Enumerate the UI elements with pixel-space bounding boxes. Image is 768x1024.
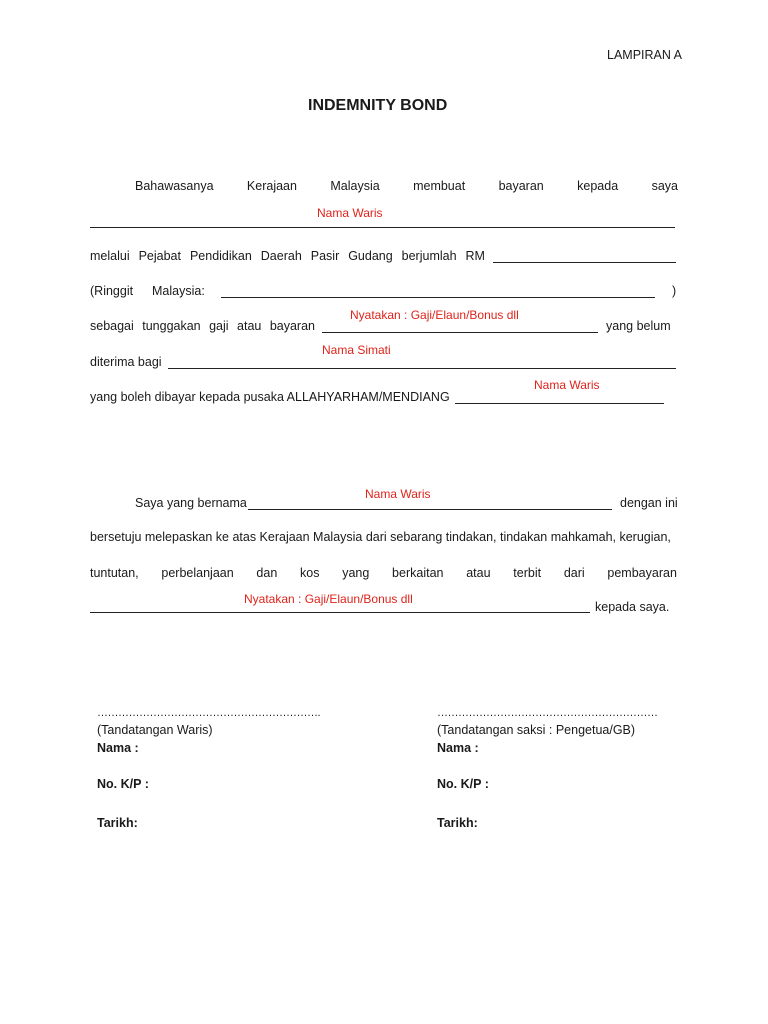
- hint-nyatakan: Nyatakan : Gaji/Elaun/Bonus dll: [350, 308, 519, 322]
- word: atau: [237, 319, 262, 333]
- saya-yang-bernama: Saya yang bernama: [135, 496, 247, 510]
- word: berjumlah: [401, 249, 457, 263]
- hint-nyatakan-2: Nyatakan : Gaji/Elaun/Bonus dll: [244, 592, 413, 606]
- blank-line-ringgit[interactable]: [221, 297, 655, 298]
- document-title: INDEMNITY BOND: [308, 97, 448, 114]
- word: berkaitan: [392, 566, 444, 580]
- para1-line2: [90, 249, 485, 263]
- label-nama-waris: Nama :: [97, 741, 139, 755]
- word: Pejabat: [138, 249, 181, 263]
- word: yang: [342, 566, 370, 580]
- word: Bahawasanya: [135, 179, 214, 193]
- word: bayaran: [269, 319, 315, 333]
- hint-nama-waris-2: Nama Waris: [534, 378, 600, 392]
- word: saya: [651, 179, 678, 193]
- para2-line2: bersetuju melepaskan ke atas Kerajaan Malaysia dari sebarang tindakan, tindakan mahkamah, kerugian,: [90, 530, 671, 544]
- word: Pasir: [310, 249, 340, 263]
- lampiran-label: LAMPIRAN A: [607, 48, 683, 62]
- blank-line-allahyarham[interactable]: [455, 403, 664, 404]
- word: Kerajaan: [246, 179, 297, 193]
- caption-tandatangan-saksi: (Tandatangan saksi : Pengetua/GB): [437, 723, 636, 737]
- close-paren: ): [672, 284, 677, 298]
- label-nama-saksi: Nama :: [437, 741, 479, 755]
- word: pembayaran: [607, 566, 677, 580]
- signature-line-waris[interactable]: ……………………………………………………….: [97, 707, 321, 719]
- word: tunggakan: [142, 319, 201, 333]
- word: dan: [256, 566, 278, 580]
- hint-nama-waris: Nama Waris: [317, 206, 383, 220]
- word: atau: [466, 566, 491, 580]
- word: Daerah: [260, 249, 302, 263]
- word: kepada: [577, 179, 619, 193]
- para1-line4: [90, 319, 315, 333]
- hint-nama-waris-3: Nama Waris: [365, 487, 431, 501]
- blank-line-tunggakan[interactable]: [322, 332, 598, 333]
- word: tuntutan,: [90, 566, 139, 580]
- kepada-saya: kepada saya.: [595, 600, 670, 614]
- word: Gudang: [348, 249, 393, 263]
- malaysia-label: Malaysia:: [152, 284, 205, 298]
- word: gaji: [209, 319, 229, 333]
- caption-tandatangan-waris: (Tandatangan Waris): [97, 723, 213, 737]
- signature-line-saksi[interactable]: ………………………………………………………: [437, 707, 658, 719]
- label-tarikh-saksi: Tarikh:: [437, 816, 478, 830]
- word: membuat: [413, 179, 466, 193]
- blank-line-bernama[interactable]: [248, 509, 612, 510]
- label-kp-waris: No. K/P :: [97, 777, 149, 791]
- diterima-bagi: diterima bagi: [90, 355, 162, 369]
- word: kos: [300, 566, 320, 580]
- word: Malaysia: [330, 179, 380, 193]
- word: RM: [465, 249, 485, 263]
- para2-line3: [90, 566, 677, 580]
- dengan-ini: dengan ini: [620, 496, 678, 510]
- word: bayaran: [498, 179, 544, 193]
- label-kp-saksi: No. K/P :: [437, 777, 489, 791]
- label-tarikh-waris: Tarikh:: [97, 816, 138, 830]
- blank-line-rm[interactable]: [493, 262, 676, 263]
- para1-line6: yang boleh dibayar kepada pusaka ALLAHYARHAM/MENDIANG: [90, 390, 450, 404]
- yang-belum: yang belum: [606, 319, 671, 333]
- blank-line-nama-waris[interactable]: [90, 227, 675, 228]
- blank-line-nama-simati[interactable]: [168, 368, 676, 369]
- ringgit-label: (Ringgit: [90, 284, 134, 298]
- word: sebagai: [90, 319, 134, 333]
- hint-nama-simati: Nama Simati: [322, 343, 391, 357]
- word: Pendidikan: [189, 249, 252, 263]
- word: terbit: [513, 566, 542, 580]
- para1-line1: [135, 179, 678, 193]
- word: dari: [563, 566, 585, 580]
- word: melalui: [90, 249, 130, 263]
- blank-line-pembayaran[interactable]: [90, 612, 590, 613]
- word: perbelanjaan: [161, 566, 234, 580]
